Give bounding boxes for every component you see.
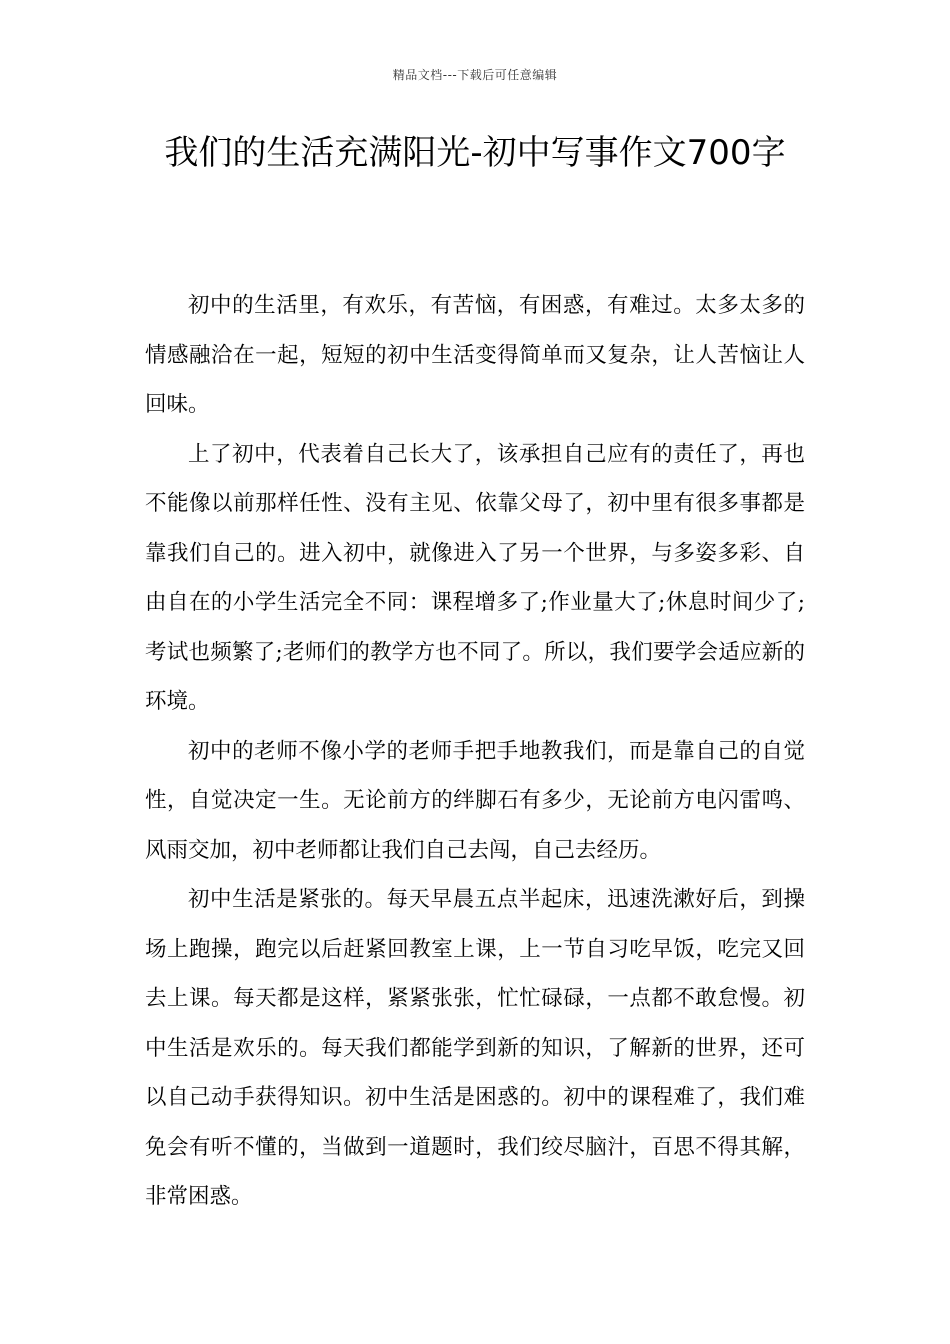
document-body [145,281,805,1222]
document-title: 我们的生活充满阳光-初中写事作文700字 [164,133,786,173]
paragraph-1: 初中的生活里，有欢乐，有苦恼，有困惑，有难过。太多太多的情感融洽在一起，短短的初中生活变得简单而又复杂，让人苦恼让人回味。 [145,293,805,417]
paragraph-4: 初中生活是紧张的。每天早晨五点半起床，迅速洗漱好后，到操场上跑操，跑完以后赶紧回教室上课，上一节自习吃早饭，吃完又回去上课。每天都是这样，紧紧张张，忙忙碌碌，一点都不敢怠慢。初中生活是欢乐的。每天我们都能学到新的知识，了解新的世界，还可以自己动手获得知识。初中生活是困惑的。初中的课程难了，我们难免会有听不懂的，当做到一道题时，我们绞尽脑汁，百思不得其解，非常困惑。 [145,887,805,1209]
paragraph-2: 上了初中，代表着自己长大了，该承担自己应有的责任了，再也不能像以前那样任性、没有主见、依靠父母了，初中里有很多事都是靠我们自己的。进入初中，就像进入了另一个世界，与多姿多彩、自由自在的小学生活完全不同：课程增多了;作业量大了;休息时间少了;考试也频繁了;老师们的教学方也不同了。所以，我们要学会适应新的环境。 [145,441,805,714]
paragraph-3: 初中的老师不像小学的老师手把手地教我们，而是靠自己的自觉性，自觉决定一生。无论前方的绊脚石有多少，无论前方电闪雷鸣、风雨交加，初中老师都让我们自己去闯，自己去经历。 [145,738,805,863]
header-note: 精品文档---下载后可任意编辑 [392,68,558,82]
